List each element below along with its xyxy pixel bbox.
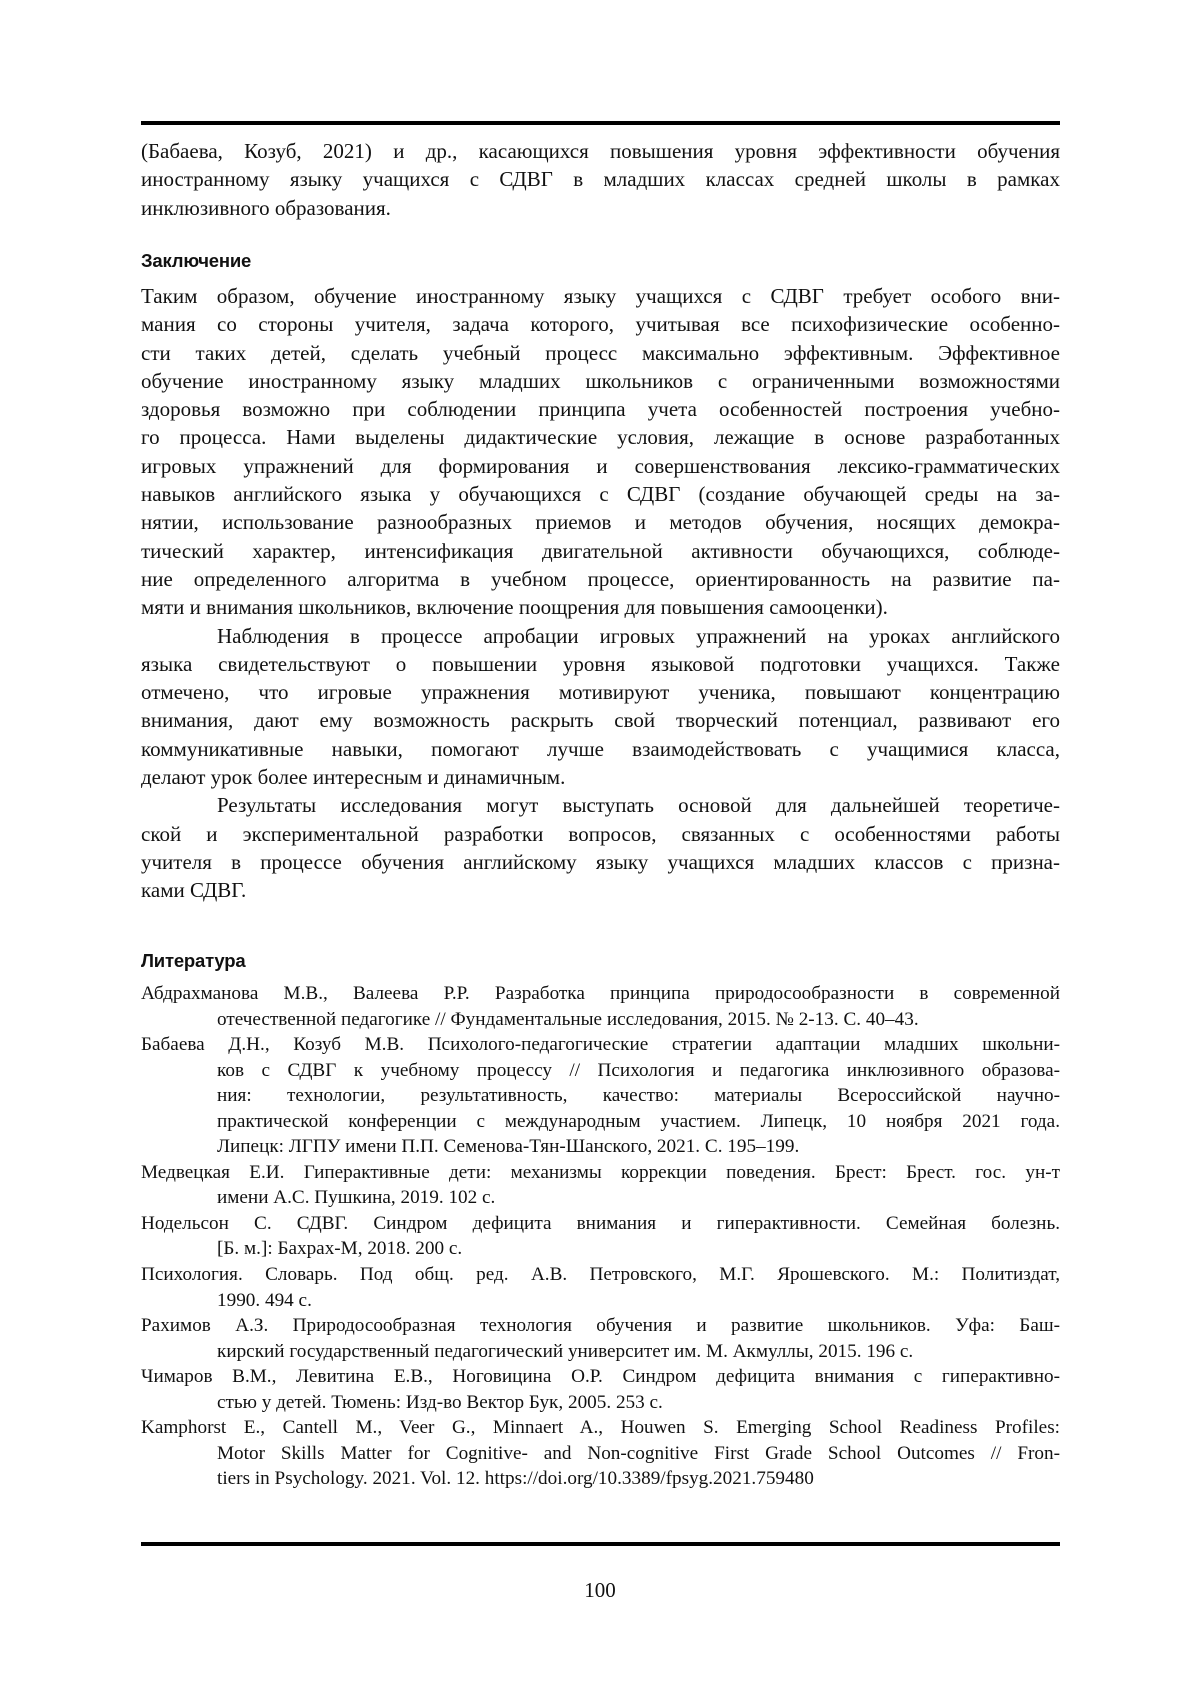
- text-line: иностранному языку учащихся с СДВГ в младших классах средней школы в рамках: [141, 167, 1060, 192]
- text-line: обучение иностранному языку младших школьников с ограниченными возможностями: [141, 368, 1060, 393]
- references-list: [141, 981, 1060, 1492]
- text-line: Kamphorst E., Cantell M., Veer G., Minnaert A., Houwen S. Emerging School Readiness Profiles:: [141, 1417, 1060, 1439]
- text-line: ния: технологии, результативность, качество: материалы Всероссийской научно-: [217, 1085, 1060, 1107]
- text-line: мания со стороны учителя, задача которого, учитывая все психофизические особенно-: [141, 312, 1060, 337]
- reference-item: [141, 1415, 1060, 1492]
- text-line: Нодельсон С. СДВГ. Синдром дефицита внимания и гиперактивности. Семейная болезнь.: [141, 1212, 1060, 1234]
- top-rule: [141, 121, 1060, 125]
- text-line: мяти и внимания школьников, включение поощрения для повышения самооценки).: [141, 595, 888, 620]
- text-line: практической конференции с международным участием. Липецк, 10 ноября 2021 года.: [217, 1110, 1060, 1132]
- text-line: отмечено, что игровые упражнения мотивируют ученика, повышают концентрацию: [141, 680, 1060, 705]
- text-line: кирский государственный педагогический университет им. М. Акмуллы, 2015. 196 с.: [217, 1340, 914, 1362]
- bottom-rule: [141, 1542, 1060, 1546]
- reference-item: [141, 1313, 1060, 1364]
- page-number: 100: [584, 1578, 616, 1602]
- reference-item: [141, 1160, 1060, 1211]
- text-line: стью у детей. Тюмень: Изд-во Вектор Бук, 2005. 253 с.: [217, 1391, 663, 1413]
- text-line: языка свидетельствуют о повышении уровня языковой подготовки учащихся. Также: [141, 651, 1060, 676]
- text-line: Motor Skills Matter for Cognitive- and Non-cognitive First Grade School Outcomes // Fron-: [217, 1442, 1060, 1464]
- text-line: сти таких детей, сделать учебный процесс максимально эффективным. Эффективное: [141, 340, 1060, 365]
- text-line: Психология. Словарь. Под общ. ред. А.В. Петровского, М.Г. Ярошевского. М.: Политиздат,: [141, 1264, 1060, 1286]
- text-line: делают урок более интересным и динамичным.: [141, 765, 566, 790]
- text-line: Результаты исследования могут выступать основой для дальнейшей теоретиче-: [217, 793, 1060, 818]
- text-line: ской и экспериментальной разработки вопросов, связанных с особенностями работы: [141, 821, 1060, 846]
- text-line: Чимаров В.М., Левитина Е.В., Ноговицина О.Р. Синдром дефицита внимания с гиперактивно-: [141, 1366, 1060, 1388]
- reference-item: [141, 1032, 1060, 1160]
- text-line: Таким образом, обучение иностранному языку учащихся с СДВГ требует особого вни-: [141, 284, 1060, 308]
- text-line: имени А.С. Пушкина, 2019. 102 с.: [217, 1187, 496, 1209]
- reference-item: [141, 981, 1060, 1032]
- intro-paragraph: [141, 137, 1060, 222]
- text-line: Медвецкая Е.И. Гиперактивные дети: механизмы коррекции поведения. Брест: Брест. гос. ун-т: [141, 1161, 1060, 1183]
- text-line: Бабаева Д.Н., Козуб М.В. Психолого-педагогические стратегии адаптации младших школьни-: [141, 1034, 1060, 1056]
- reference-item: [141, 1211, 1060, 1262]
- section-heading-references: Литература: [141, 950, 246, 971]
- conclusion-body: [141, 282, 1060, 905]
- paragraph-2: [141, 622, 1060, 792]
- text-line: внимания, дают ему возможность раскрыть свой творческий потенциал, развивают его: [141, 708, 1060, 733]
- text-line: го процесса. Нами выделены дидактические условия, лежащие в основе разработанных: [141, 425, 1060, 450]
- text-line: инклюзивного образования.: [141, 195, 391, 220]
- text-line: Абдрахманова М.В., Валеева Р.Р. Разработка принципа природосообразности в современной: [141, 983, 1060, 1004]
- text-line: (Бабаева, Козуб, 2021) и др., касающихся повышения уровня эффективности обучения: [141, 139, 1060, 163]
- text-line: 1990. 494 с.: [217, 1289, 312, 1311]
- text-line: отечественной педагогике // Фундаментальные исследования, 2015. № 2-13. С. 40–43.: [217, 1008, 919, 1030]
- reference-item: [141, 1364, 1060, 1415]
- paragraph-1: [141, 282, 1060, 622]
- text-line: тический характер, интенсификация двигательной активности обучающихся, соблюде-: [141, 538, 1060, 563]
- text-line: [Б. м.]: Бахрах-М, 2018. 200 с.: [217, 1238, 463, 1260]
- text-line: ками СДВГ.: [141, 878, 247, 903]
- paragraph-3: [141, 791, 1060, 904]
- text-line: ков с СДВГ к учебному процессу // Психология и педагогика инклюзивного образова-: [217, 1059, 1060, 1081]
- text-line: игровых упражнений для формирования и совершенствования лексико-грамматических: [141, 453, 1060, 478]
- text-line: Рахимов А.З. Природосообразная технология обучения и развитие школьников. Уфа: Баш-: [141, 1315, 1060, 1337]
- text-line: здоровья возможно при соблюдении принципа учета особенностей построения учебно-: [141, 397, 1060, 422]
- text-line: нятии, использование разнообразных приемов и методов обучения, носящих демокра-: [141, 510, 1060, 535]
- text-line: Наблюдения в процессе апробации игровых упражнений на уроках английского: [217, 623, 1060, 648]
- reference-item: [141, 1262, 1060, 1313]
- section-heading-conclusion: Заключение: [141, 250, 252, 271]
- text-line: Липецк: ЛГПУ имени П.П. Семенова-Тян-Шанского, 2021. С. 195–199.: [217, 1136, 800, 1158]
- text-line: tiers in Psychology. 2021. Vol. 12. https://doi.org/10.3389/fpsyg.2021.759480: [217, 1468, 814, 1490]
- text-line: ние определенного алгоритма в учебном процессе, ориентированность на развитие па-: [141, 566, 1060, 591]
- text-line: навыков английского языка у обучающихся с СДВГ (создание обучающей среды на за-: [141, 482, 1060, 507]
- text-line: коммуникативные навыки, помогают лучше взаимодействовать с учащимися класса,: [141, 736, 1060, 761]
- text-line: учителя в процессе обучения английскому языку учащихся младших классов с призна-: [141, 849, 1060, 874]
